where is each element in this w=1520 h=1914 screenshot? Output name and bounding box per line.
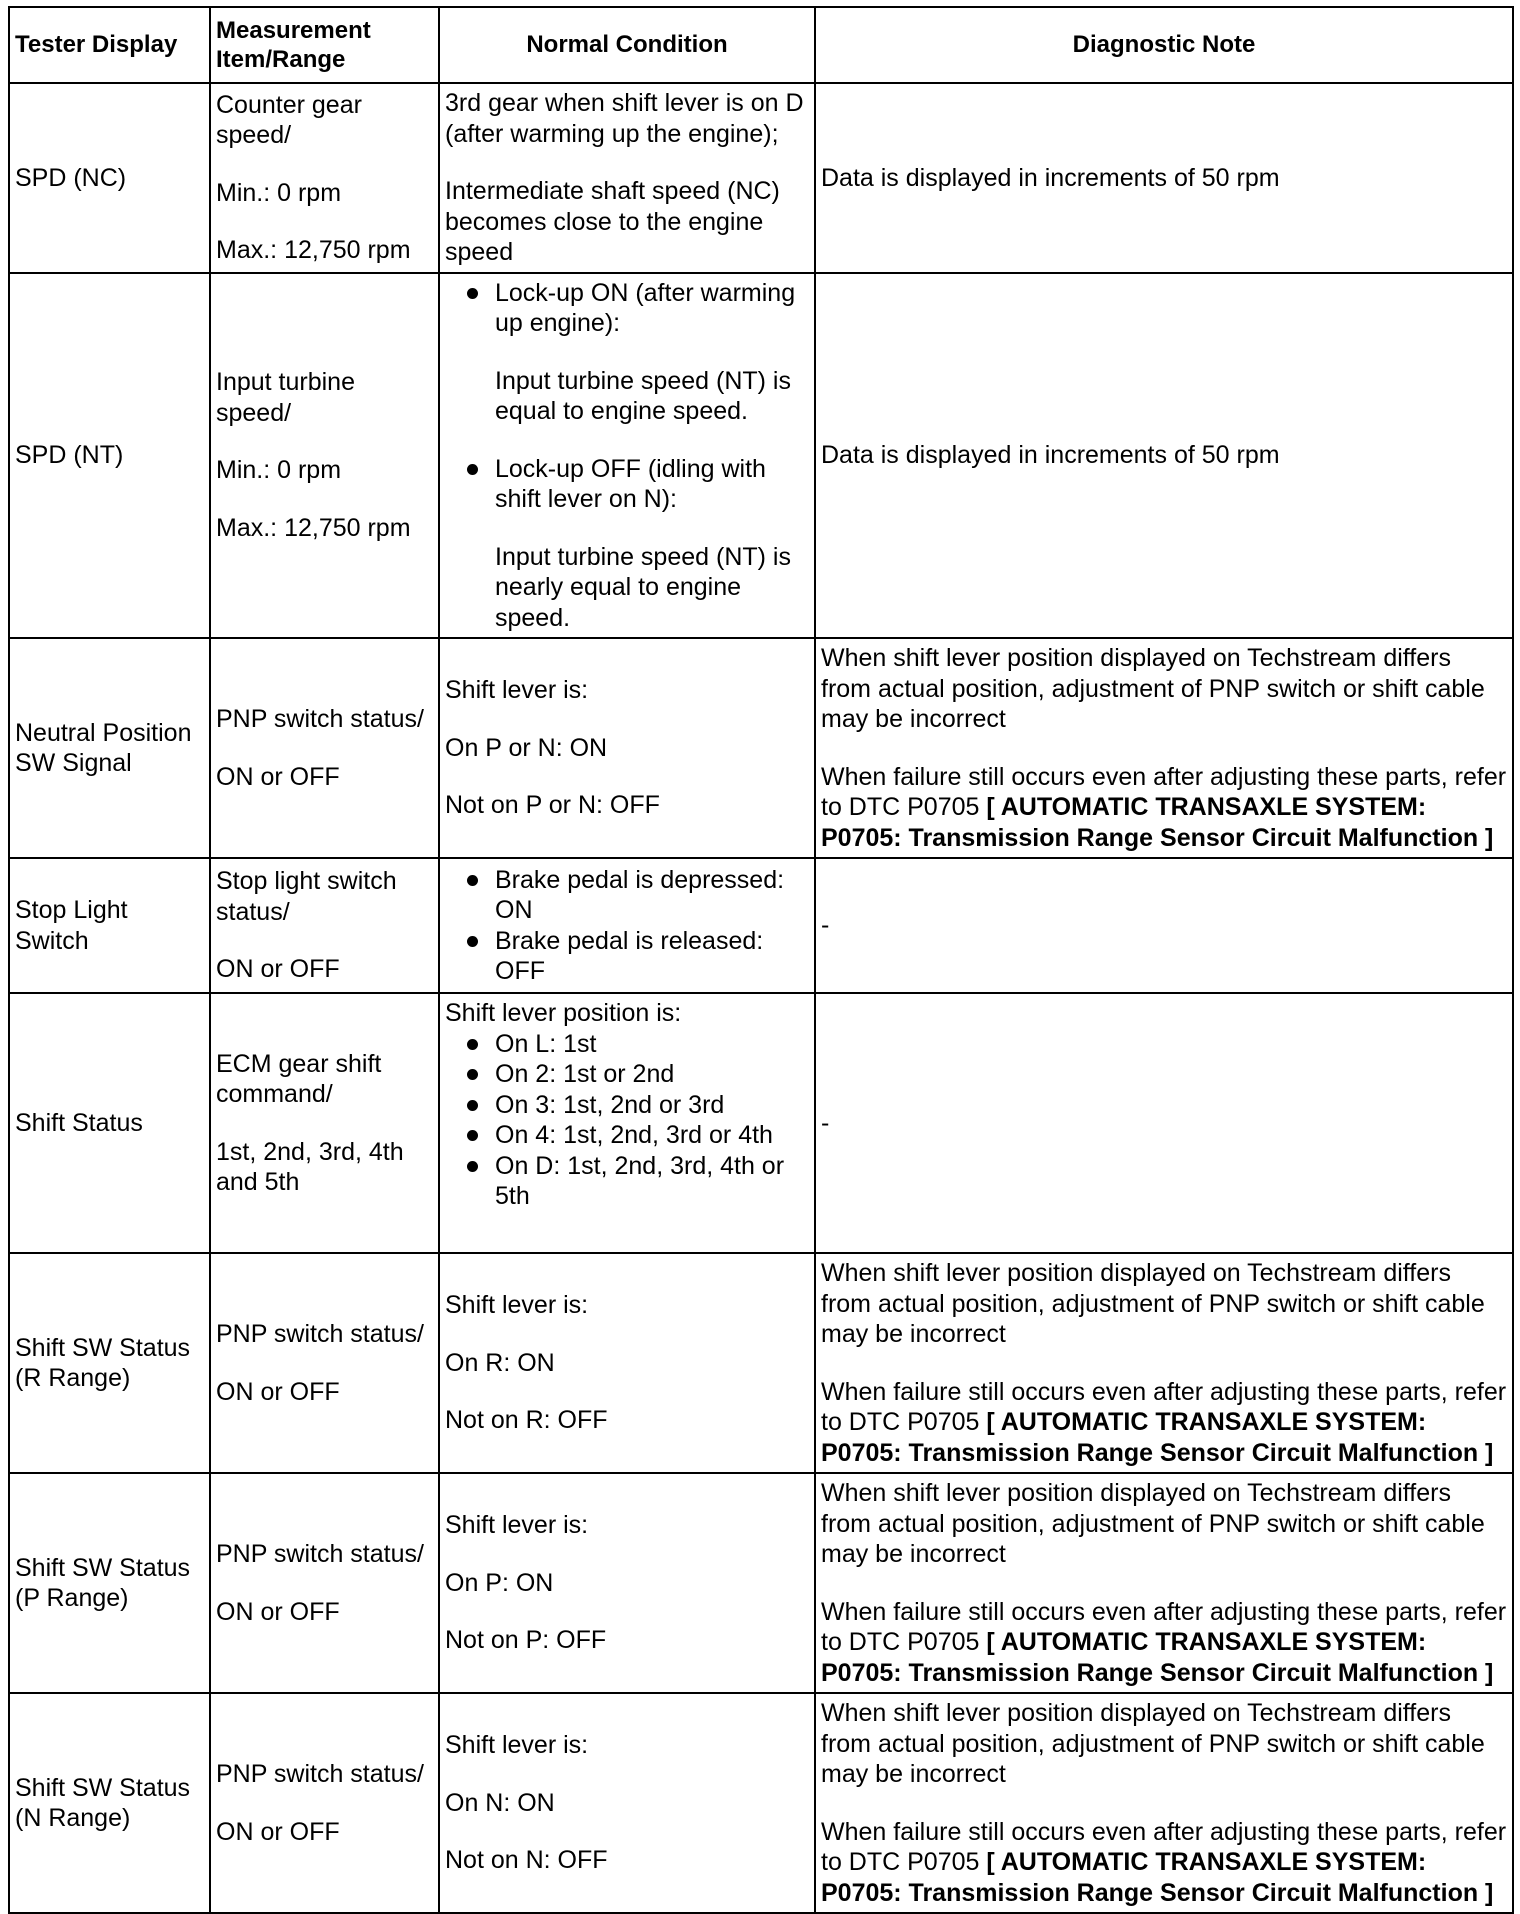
normal-condition-cell <box>439 638 815 858</box>
measurement-cell <box>210 638 439 858</box>
tester-display-cell: Shift SW Status (R Range) <box>9 1253 210 1473</box>
measurement-range: ON or OFF <box>216 762 340 791</box>
normal-condition-cell <box>439 83 815 273</box>
measurement-range: ON or OFF <box>216 1817 340 1846</box>
dtc-reference-link[interactable]: [ AUTOMATIC TRANSAXLE SYSTEM: P0705: Transmission Range Sensor Circuit Malfunction ] <box>821 1848 1494 1907</box>
bullet-subtext: Input turbine speed (NT) is equal to engine speed. <box>495 366 791 425</box>
normal-condition-cell <box>439 1253 815 1473</box>
table-row <box>9 993 1513 1253</box>
condition-intro: Shift lever is: <box>445 1731 589 1760</box>
condition-text: 3rd gear when shift lever is on D (after warming up the engine); <box>445 89 804 148</box>
measurement-item: PNP switch status/ <box>216 1540 424 1568</box>
table-header-row <box>9 7 1513 83</box>
table-row <box>9 1253 1513 1473</box>
measurement-item: Counter gear speed/ <box>216 90 362 150</box>
measurement-range: 1st, 2nd, 3rd, 4th and 5th <box>216 1137 404 1196</box>
note-text: When shift lever position displayed on Techstream differs from actual position, adjustment of PNP switch or shift cable may be incorrect <box>821 1479 1485 1568</box>
note-text <box>821 1377 1507 1469</box>
condition-list <box>445 1029 809 1212</box>
condition-off: Not on P: OFF <box>445 1626 607 1655</box>
table-row <box>9 1473 1513 1693</box>
condition-bullet: On L: 1st <box>445 1029 809 1060</box>
measurement-item: PNP switch status/ <box>216 1760 424 1788</box>
tester-display-cell: SPD (NT) <box>9 273 210 639</box>
max-value: Max.: 12,750 rpm <box>216 236 411 265</box>
condition-bullet: On 2: 1st or 2nd <box>445 1059 809 1090</box>
measurement-range: ON or OFF <box>216 1597 340 1626</box>
header-diagnostic-note: Diagnostic Note <box>815 7 1513 83</box>
measurement-cell <box>210 273 439 639</box>
condition-bullet: On 3: 1st, 2nd or 3rd <box>445 1090 809 1121</box>
note-text: When shift lever position displayed on Techstream differs from actual position, adjustment of PNP switch or shift cable may be incorrect <box>821 644 1485 733</box>
measurement-cell <box>210 83 439 273</box>
table-row <box>9 858 1513 993</box>
condition-off: Not on R: OFF <box>445 1406 608 1435</box>
max-value: Max.: 12,750 rpm <box>216 513 411 542</box>
normal-condition-cell <box>439 993 815 1253</box>
min-value: Min.: 0 rpm <box>216 178 342 207</box>
tester-display-cell: Shift SW Status (P Range) <box>9 1473 210 1693</box>
measurement-range: ON or OFF <box>216 955 340 984</box>
measurement-item: PNP switch status/ <box>216 1320 424 1348</box>
note-text <box>821 762 1507 854</box>
normal-condition-cell <box>439 273 815 639</box>
condition-list <box>445 865 809 987</box>
diagnostic-note-cell: Data is displayed in increments of 50 rpm <box>815 273 1513 639</box>
dtc-reference-link[interactable]: [ AUTOMATIC TRANSAXLE SYSTEM: P0705: Transmission Range Sensor Circuit Malfunction ] <box>821 793 1494 852</box>
min-value: Min.: 0 rpm <box>216 456 342 485</box>
dtc-reference-link[interactable]: [ AUTOMATIC TRANSAXLE SYSTEM: P0705: Transmission Range Sensor Circuit Malfunction ] <box>821 1408 1494 1467</box>
tester-display-cell: Shift Status <box>9 993 210 1253</box>
note-text: When shift lever position displayed on Techstream differs from actual position, adjustment of PNP switch or shift cable may be incorrect <box>821 1699 1485 1788</box>
header-normal-condition: Normal Condition <box>439 7 815 83</box>
normal-condition-cell <box>439 1693 815 1913</box>
condition-on: On P: ON <box>445 1568 554 1597</box>
table-row <box>9 83 1513 273</box>
diagnostic-note-cell <box>815 1253 1513 1473</box>
bullet-subtext: Input turbine speed (NT) is nearly equal to engine speed. <box>495 542 791 632</box>
note-text <box>821 1817 1507 1909</box>
normal-condition-cell <box>439 1473 815 1693</box>
header-tester-display: Tester Display <box>9 7 210 83</box>
note-refer-text: When failure still occurs even after adjusting these parts, refer to DTC P0705 <box>821 1817 1507 1876</box>
measurement-cell <box>210 858 439 993</box>
condition-on: On P or N: ON <box>445 733 608 762</box>
condition-bullet: On 4: 1st, 2nd, 3rd or 4th <box>445 1120 809 1151</box>
condition-bullet: Brake pedal is depressed: ON <box>445 865 809 926</box>
note-refer-text: When failure still occurs even after adjusting these parts, refer to DTC P0705 <box>821 1377 1507 1436</box>
condition-off: Not on N: OFF <box>445 1846 608 1875</box>
tester-display-cell: SPD (NC) <box>9 83 210 273</box>
diagnostic-note-cell <box>815 1473 1513 1693</box>
dtc-reference-link[interactable]: [ AUTOMATIC TRANSAXLE SYSTEM: P0705: Transmission Range Sensor Circuit Malfunction ] <box>821 1628 1494 1687</box>
measurement-item: ECM gear shift command/ <box>216 1049 382 1108</box>
table-row <box>9 1693 1513 1913</box>
diagnostic-note-cell <box>815 1693 1513 1913</box>
diagnostic-note-cell: Data is displayed in increments of 50 rpm <box>815 83 1513 273</box>
condition-bullet: Brake pedal is released: OFF <box>445 926 809 987</box>
diagnostic-data-table <box>8 6 1514 1914</box>
note-refer-text: When failure still occurs even after adjusting these parts, refer to DTC P0705 <box>821 762 1507 821</box>
note-refer-text: When failure still occurs even after adjusting these parts, refer to DTC P0705 <box>821 1597 1507 1656</box>
condition-bullet: On D: 1st, 2nd, 3rd, 4th or 5th <box>445 1151 809 1212</box>
measurement-cell <box>210 1473 439 1693</box>
measurement-item: Stop light switch status/ <box>216 867 397 926</box>
normal-condition-cell <box>439 858 815 993</box>
measurement-cell <box>210 993 439 1253</box>
measurement-item: PNP switch status/ <box>216 705 424 733</box>
condition-intro: Shift lever is: <box>445 1511 589 1540</box>
condition-intro: Shift lever is: <box>445 676 589 705</box>
table-row <box>9 638 1513 858</box>
bullet-text: Lock-up ON (after warming up engine): <box>495 278 796 337</box>
condition-bullet <box>445 454 809 634</box>
measurement-item: Input turbine speed/ <box>216 368 355 427</box>
tester-display-cell: Shift SW Status (N Range) <box>9 1693 210 1913</box>
condition-on: On N: ON <box>445 1788 555 1817</box>
condition-off: Not on P or N: OFF <box>445 791 660 820</box>
condition-intro: Shift lever is: <box>445 1291 589 1320</box>
condition-bullet <box>445 278 809 427</box>
condition-intro: Shift lever position is: <box>445 999 682 1027</box>
condition-list <box>445 278 809 634</box>
note-text: When shift lever position displayed on Techstream differs from actual position, adjustment of PNP switch or shift cable may be incorrect <box>821 1259 1485 1348</box>
condition-text: Intermediate shaft speed (NC) becomes close to the engine speed <box>445 177 780 266</box>
tester-display-cell: Stop Light Switch <box>9 858 210 993</box>
tester-display-cell: Neutral Position SW Signal <box>9 638 210 858</box>
diagnostic-note-cell <box>815 638 1513 858</box>
measurement-cell <box>210 1253 439 1473</box>
bullet-text: Lock-up OFF (idling with shift lever on N): <box>495 454 766 513</box>
diagnostic-note-cell: - <box>815 993 1513 1253</box>
table-row <box>9 273 1513 639</box>
measurement-cell <box>210 1693 439 1913</box>
measurement-range: ON or OFF <box>216 1377 340 1406</box>
diagnostic-note-cell: - <box>815 858 1513 993</box>
condition-on: On R: ON <box>445 1348 555 1377</box>
header-measurement: Measurement Item/Range <box>210 7 439 83</box>
note-text <box>821 1597 1507 1689</box>
